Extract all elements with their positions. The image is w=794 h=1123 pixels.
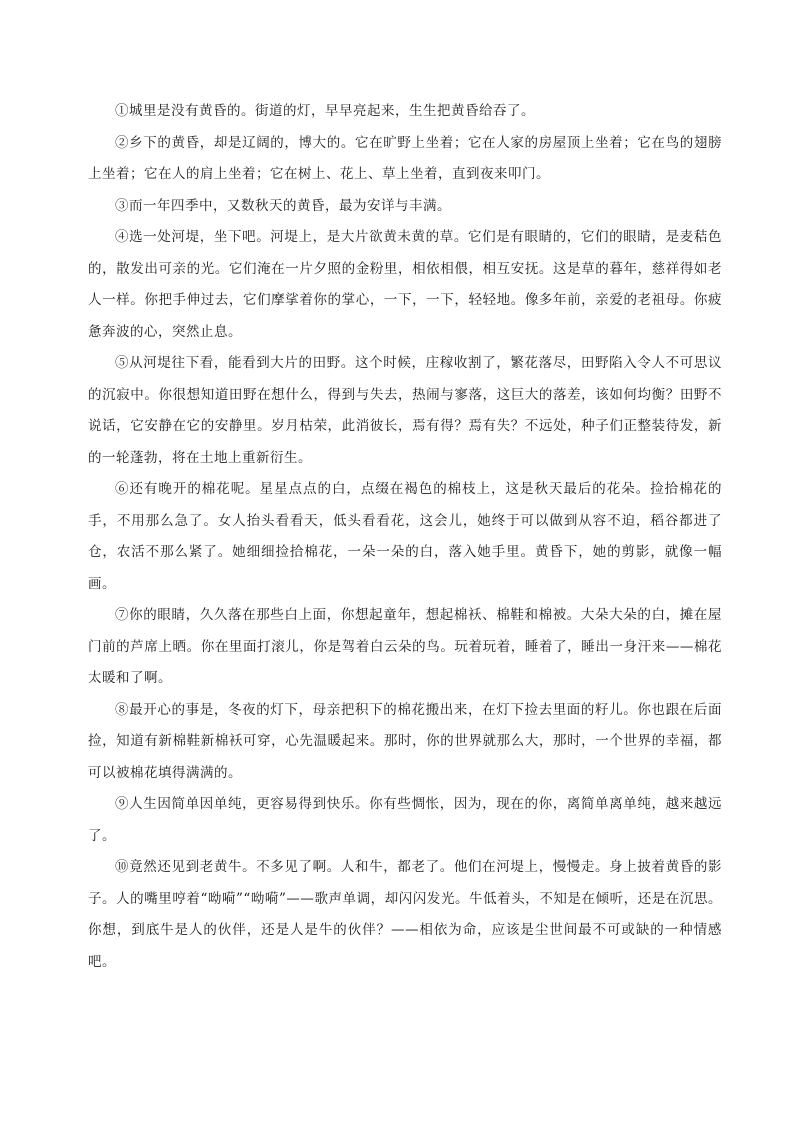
paragraph-4: ④选一处河堤，坐下吧。河堤上，是大片欲黄未黄的草。它们是有眼睛的，它们的眼睛，是麦秸色的，散发出可亲的光。它们淹在一片夕照的金粉里，相依相偎，相互安抚。这是草的暮年，慈祥得如老人一样。你把手伸过去，它们摩挲着你的掌心，一下，一下，轻轻地。像多年前，亲爱的老祖母。你疲惫奔波的心，突然止息。 <box>88 229 722 340</box>
document-body <box>88 96 722 978</box>
paragraph-7: ⑦你的眼睛，久久落在那些白上面，你想起童年，想起棉袄、棉鞋和棉被。大朵大朵的白，摊在屋门前的芦席上晒。你在里面打滚儿，你是驾着白云朵的鸟。玩着玩着，睡着了，睡出一身汗来——棉花太暖和了啊。 <box>88 607 722 686</box>
paragraph-9: ⑨人生因简单因单纯，更容易得到快乐。你有些惆怅，因为，现在的你，离简单离单纯，越来越远了。 <box>88 796 722 844</box>
paragraph-3: ③而一年四季中，又数秋天的黄昏，最为安详与丰满。 <box>115 197 451 214</box>
paragraph-2: ②乡下的黄昏，却是辽阔的，博大的。它在旷野上坐着；它在人家的房屋顶上坐着；它在鸟的翅膀上坐着；它在人的肩上坐着；它在树上、花上、草上坐着，直到夜来叩门。 <box>88 134 722 182</box>
paragraph-1: ①城里是没有黄昏的。街道的灯，早早亮起来，生生把黄昏给吞了。 <box>115 103 535 119</box>
paragraph-8: ⑧最开心的事是，冬夜的灯下，母亲把积下的棉花搬出来，在灯下捡去里面的籽儿。你也跟在后面捡，知道有新棉鞋新棉袄可穿，心先温暖起来。那时，你的世界就那么大，那时，一个世界的幸福，都可以被棉花填得满满的。 <box>88 701 722 781</box>
paragraph-5: ⑤从河堤往下看，能看到大片的田野。这个时候，庄稼收割了，繁花落尽，田野陷入令人不可思议的沉寂中。你很想知道田野在想什么，得到与失去，热闹与寥落，这巨大的落差，该如何均衡？田野不说话，它安静在它的安静里。岁月枯荣，此消彼长，焉有得？焉有失？不远处，种子们正整装待发，新的一轮蓬勃，将在土地上重新衍生。 <box>88 355 722 466</box>
paragraph-6: ⑥还有晚开的棉花呢。星星点点的白，点缀在褐色的棉枝上，这是秋天最后的花朵。捡拾棉花的手，不用那么急了。女人抬头看看天，低头看看花，这会儿，她终于可以做到从容不迫，稻谷都进了仓，农活不那么紧了。她细细捡拾棉花，一朵一朵的白，落入她手里。黄昏下，她的剪影，就像一幅画。 <box>88 481 722 592</box>
paragraph-10: ⑩竟然还见到老黄牛。不多见了啊。人和牛，都老了。他们在河堤上，慢慢走。身上披着黄昏的影子。人的嘴里哼着“呦嗬”“呦嗬”——歌声单调，却闪闪发光。牛低着头，不知是在倾听，还是在沉思。你想，到底牛是人的伙伴，还是人是牛的伙伴？——相依为命，应该是尘世间最不可或缺的一种情感吧。 <box>88 859 722 970</box>
